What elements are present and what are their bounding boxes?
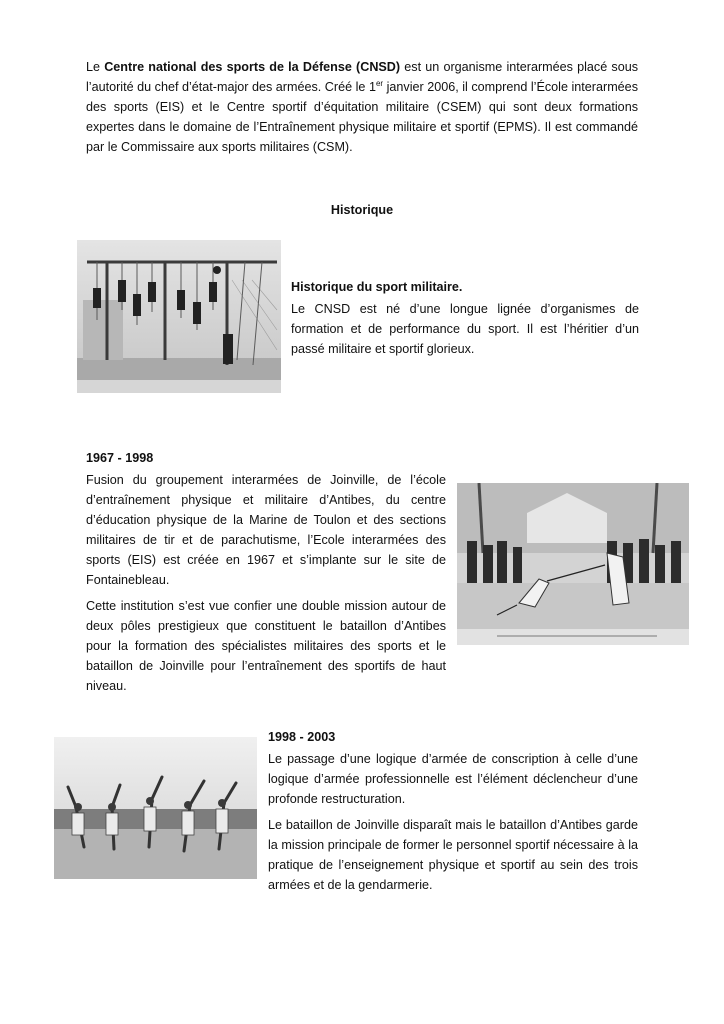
section-historique-sport [291,277,639,365]
photo-climbing-apparatus [77,240,281,393]
intro-text-2: est un organisme interarmées placé sous l’autorité du chef d’état-major des armées. Créé le 1 [86,60,639,94]
intro-text-3: janvier 2006, il comprend l’École interarmées des sports (EIS) et le Centre sportif d’équitation militaire (CSEM) qui sont deux formations expertes dans le domaine de l’Entraînement physique militaire et sportif (EPMS). Il est commandé par le Commissaire aux sports militaires (CSM). [86,80,638,154]
section-1967-1998 [86,448,446,702]
intro-text-1: Le [86,60,105,74]
historique-title: Historique [330,203,394,217]
section-heading: Historique du sport militaire. [291,280,463,294]
section-paragraph: Fusion du groupement interarmées de Joinville, de l’école d’entraînement physique et militaire d’Antibes, du centre d’éducation physique de la Marine de Toulon et des sections militaires de tir et de parachutisme, l’Ecole interarmées des sports (EIS) est créée en 1967 et s’implante sur le site de Fontainebleau. [86,473,446,587]
section-paragraph: Cette institution s’est vue confier une double mission autour de deux pôles prestigieux que constituent le bataillon d’Antibes pour la formation des spécialistes militaires des sports et le bataillon de Joinville pour l’entraînement des sportifs de haut niveau. [86,599,446,693]
photo-outdoor-gymnastics [54,737,257,879]
photo-fencing-demonstration [457,483,689,645]
intro-paragraph [86,57,638,157]
intro-bold-cnsd: Centre national des sports de la Défense (CNSD) [104,60,401,74]
section-1998-2003 [268,727,638,901]
section-paragraph: Le CNSD est né d’une longue lignée d’organismes de formation et de performance du sport. Il est l’héritier d’un passé militaire et sportif glorieux. [291,302,639,356]
section-heading: 1998 - 2003 [268,730,336,744]
intro-superscript: er [375,78,384,88]
section-paragraph: Le bataillon de Joinville disparaît mais le bataillon d’Antibes garde la mission principale de former le personnel sportif nécessaire à la pratique de l’enseignement physique et sportif au sein des trois armées et de la gendarmerie. [268,818,638,892]
section-paragraph: Le passage d’une logique d’armée de conscription à celle d’une logique d’armée professionnelle est l’élément déclencheur d’une profonde restructuration. [268,752,638,806]
section-heading: 1967 - 1998 [86,451,154,465]
